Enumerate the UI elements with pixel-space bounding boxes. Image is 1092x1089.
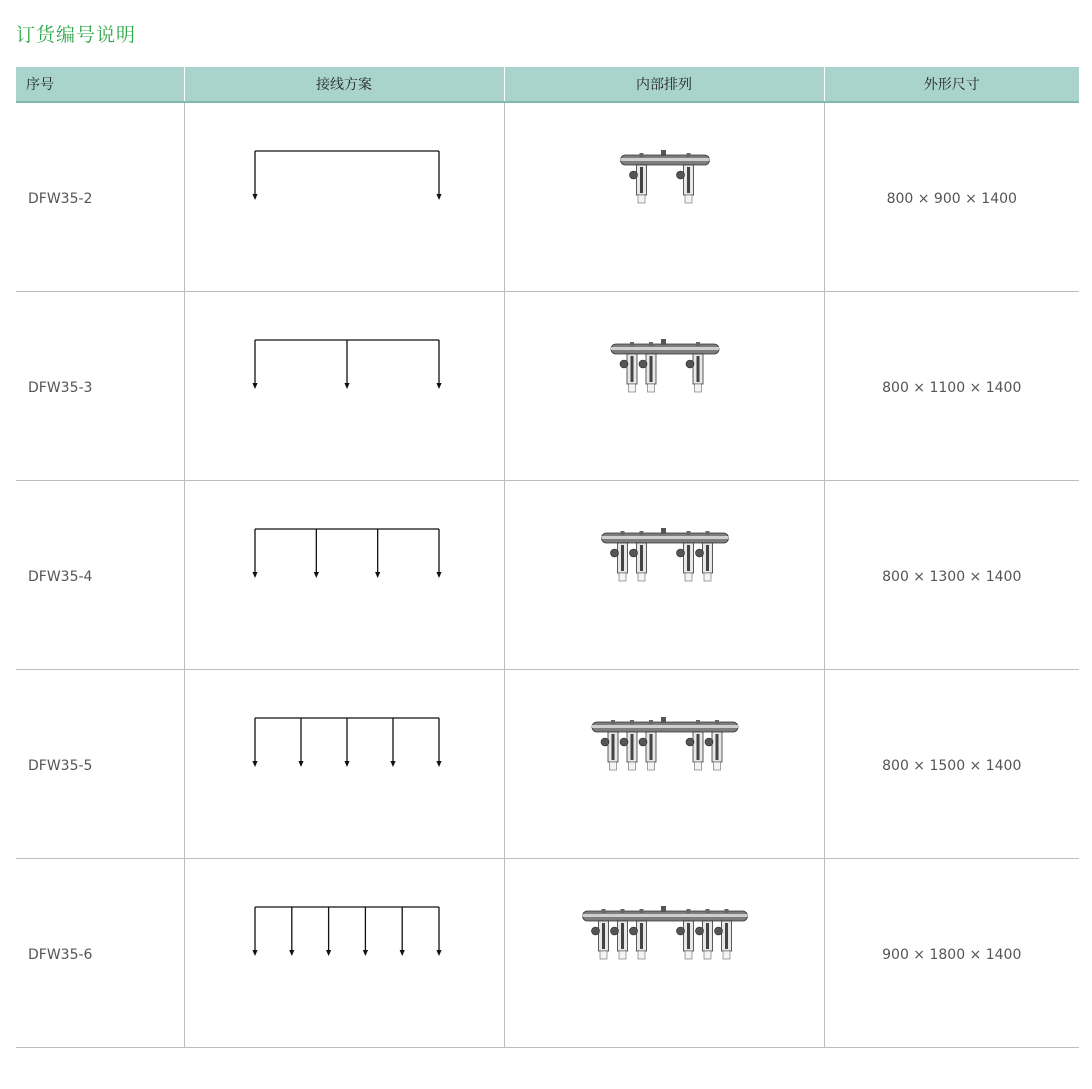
dimensions-cell	[824, 859, 1079, 1048]
side-knob	[610, 549, 618, 557]
switch-support	[706, 923, 709, 949]
switch-support	[687, 545, 690, 571]
dimensions-value: 900 × 1800 × 1400	[882, 946, 1022, 963]
tube-highlight	[601, 536, 728, 539]
top-post	[649, 342, 653, 346]
switch-support	[630, 356, 633, 382]
bottom-terminal	[685, 195, 692, 203]
switch-arrangement-image	[505, 137, 825, 257]
tube-highlight	[620, 158, 709, 161]
switch-support	[696, 356, 699, 382]
arrow-down-icon	[344, 761, 349, 767]
switch-unit-group	[611, 339, 719, 392]
dimensions-cell	[824, 670, 1079, 859]
bottom-terminal	[619, 951, 626, 959]
arrow-down-icon	[375, 572, 380, 578]
arrow-down-icon	[252, 761, 257, 767]
top-post	[630, 720, 634, 724]
switch-arrangement-image	[505, 704, 825, 824]
bottom-terminal	[628, 762, 635, 770]
side-knob	[686, 360, 694, 368]
table-row	[16, 670, 1079, 859]
switch-support	[611, 734, 614, 760]
top-post	[601, 909, 605, 913]
arrow-down-icon	[252, 950, 257, 956]
arrow-down-icon	[313, 572, 318, 578]
switch-support	[640, 923, 643, 949]
side-knob	[676, 549, 684, 557]
top-lug	[661, 717, 666, 723]
switch-support	[687, 167, 690, 193]
table-row	[16, 292, 1079, 481]
model-cell	[16, 292, 184, 481]
switch-support	[640, 167, 643, 193]
side-knob	[714, 927, 722, 935]
arrow-down-icon	[252, 383, 257, 389]
arrangement-cell	[504, 102, 824, 292]
side-knob	[695, 549, 703, 557]
header-wiring-scheme: 接线方案	[184, 67, 504, 102]
arrow-down-icon	[436, 383, 441, 389]
switch-support	[649, 734, 652, 760]
bottom-terminal	[647, 762, 654, 770]
side-knob	[705, 738, 713, 746]
model-label: DFW35-4	[28, 568, 93, 585]
dimensions-cell	[824, 481, 1079, 670]
top-post	[620, 909, 624, 913]
switch-support	[621, 545, 624, 571]
tube-highlight	[582, 914, 747, 917]
bottom-terminal	[638, 195, 645, 203]
switch-support	[640, 545, 643, 571]
switch-support	[621, 923, 624, 949]
wiring-diagram	[185, 893, 505, 1013]
page-title: 订货编号说明	[16, 24, 137, 46]
switch-support	[725, 923, 728, 949]
side-knob	[629, 171, 637, 179]
model-label: DFW35-5	[28, 757, 93, 774]
tube-highlight	[592, 725, 738, 728]
top-post	[715, 720, 719, 724]
top-post	[696, 720, 700, 724]
model-cell	[16, 859, 184, 1048]
top-post	[686, 909, 690, 913]
bottom-terminal	[713, 762, 720, 770]
wiring-diagram-cell	[184, 859, 504, 1048]
wiring-diagram-cell	[184, 670, 504, 859]
side-knob	[629, 549, 637, 557]
top-post	[639, 153, 643, 157]
table-row	[16, 859, 1079, 1048]
arrow-down-icon	[252, 572, 257, 578]
bottom-terminal	[704, 951, 711, 959]
switch-unit-group	[601, 528, 728, 581]
side-knob	[610, 927, 618, 935]
arrow-down-icon	[298, 761, 303, 767]
bottom-terminal	[609, 762, 616, 770]
bottom-terminal	[638, 951, 645, 959]
top-post	[705, 531, 709, 535]
arrow-down-icon	[436, 761, 441, 767]
table-header-row	[16, 67, 1079, 102]
bottom-terminal	[704, 573, 711, 581]
top-post	[611, 720, 615, 724]
bottom-terminal	[694, 384, 701, 392]
header-dimensions: 外形尺寸	[824, 67, 1079, 102]
switch-support	[687, 923, 690, 949]
arrow-down-icon	[436, 194, 441, 200]
top-lug	[661, 528, 666, 534]
arrow-down-icon	[362, 950, 367, 956]
side-knob	[676, 171, 684, 179]
switch-arrangement-image	[505, 893, 825, 1013]
arrow-down-icon	[399, 950, 404, 956]
wiring-diagram	[185, 704, 505, 824]
arrow-down-icon	[289, 950, 294, 956]
header-serial: 序号	[16, 67, 184, 102]
switch-arrangement-image	[505, 326, 825, 446]
top-post	[630, 342, 634, 346]
side-knob	[601, 738, 609, 746]
bottom-terminal	[638, 573, 645, 581]
switch-support	[630, 734, 633, 760]
tube-highlight	[611, 347, 719, 350]
dimensions-cell	[824, 292, 1079, 481]
model-cell	[16, 481, 184, 670]
side-knob	[639, 738, 647, 746]
top-lug	[661, 150, 666, 156]
top-lug	[661, 339, 666, 345]
header-internal-arrangement: 内部排列	[504, 67, 824, 102]
bottom-terminal	[600, 951, 607, 959]
wiring-diagram	[185, 137, 505, 257]
top-post	[649, 720, 653, 724]
arrangement-cell	[504, 670, 824, 859]
dimensions-value: 800 × 1300 × 1400	[882, 568, 1022, 585]
switch-support	[602, 923, 605, 949]
dimensions-value: 800 × 1100 × 1400	[882, 379, 1022, 396]
side-knob	[591, 927, 599, 935]
bottom-terminal	[723, 951, 730, 959]
side-knob	[686, 738, 694, 746]
side-knob	[620, 360, 628, 368]
top-post	[705, 909, 709, 913]
switch-support	[706, 545, 709, 571]
arrow-down-icon	[252, 194, 257, 200]
top-lug	[661, 906, 666, 912]
bottom-terminal	[628, 384, 635, 392]
side-knob	[629, 927, 637, 935]
top-post	[724, 909, 728, 913]
order-number-table	[16, 67, 1079, 1048]
arrangement-cell	[504, 481, 824, 670]
arrangement-cell	[504, 859, 824, 1048]
switch-support	[649, 356, 652, 382]
dimensions-cell	[824, 102, 1079, 292]
wiring-diagram	[185, 515, 505, 635]
wiring-diagram	[185, 326, 505, 446]
arrow-down-icon	[436, 572, 441, 578]
table-row	[16, 481, 1079, 670]
dimensions-value: 800 × 1500 × 1400	[882, 757, 1022, 774]
table-row	[16, 102, 1079, 292]
top-post	[686, 153, 690, 157]
bottom-terminal	[694, 762, 701, 770]
top-post	[620, 531, 624, 535]
side-knob	[695, 927, 703, 935]
top-post	[696, 342, 700, 346]
arrow-down-icon	[344, 383, 349, 389]
top-post	[639, 531, 643, 535]
model-label: DFW35-6	[28, 946, 93, 963]
top-post	[686, 531, 690, 535]
switch-support	[696, 734, 699, 760]
switch-unit-group	[620, 150, 709, 203]
wiring-diagram-cell	[184, 481, 504, 670]
model-cell	[16, 670, 184, 859]
switch-unit-group	[582, 906, 747, 959]
side-knob	[639, 360, 647, 368]
bottom-terminal	[619, 573, 626, 581]
model-cell	[16, 102, 184, 292]
dimensions-value: 800 × 900 × 1400	[886, 190, 1017, 207]
switch-unit-group	[592, 717, 738, 770]
model-label: DFW35-3	[28, 379, 93, 396]
arrangement-cell	[504, 292, 824, 481]
bottom-terminal	[685, 951, 692, 959]
switch-support	[715, 734, 718, 760]
side-knob	[620, 738, 628, 746]
wiring-diagram-cell	[184, 292, 504, 481]
side-knob	[676, 927, 684, 935]
arrow-down-icon	[326, 950, 331, 956]
arrow-down-icon	[390, 761, 395, 767]
bottom-terminal	[647, 384, 654, 392]
model-label: DFW35-2	[28, 190, 93, 207]
wiring-diagram-cell	[184, 102, 504, 292]
arrow-down-icon	[436, 950, 441, 956]
switch-arrangement-image	[505, 515, 825, 635]
bottom-terminal	[685, 573, 692, 581]
top-post	[639, 909, 643, 913]
